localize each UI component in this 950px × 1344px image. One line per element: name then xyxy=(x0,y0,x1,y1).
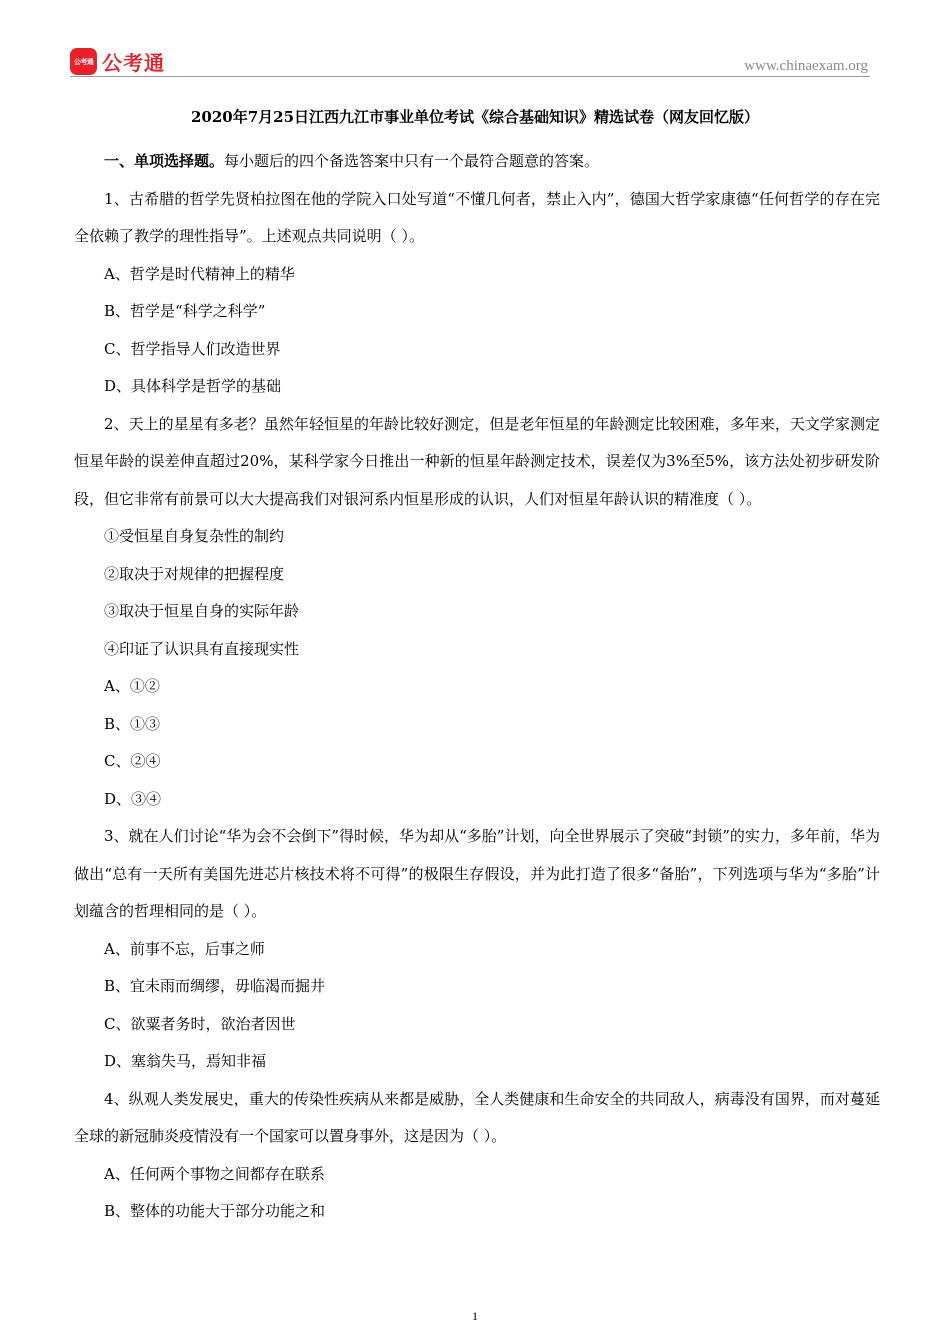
page-header xyxy=(70,44,870,78)
document-title: 2020年7月25日江西九江市事业单位考试《综合基础知识》精选试卷（网友回忆版） xyxy=(190,108,760,126)
question-option: A、哲学是时代精神上的精华 xyxy=(104,264,295,283)
question-option: C、②④ xyxy=(104,752,161,770)
question-option: D、具体科学是哲学的基础 xyxy=(104,377,282,395)
page-number: 1 xyxy=(472,1309,478,1323)
question-stem: 4、纵观人类发展史，重大的传染性疾病从来都是威胁，全人类健康和生命安全的共同敌人，病毒没有国界，而对蔓延全球的新冠肺炎疫情没有一个国家可以置身事外，这是因为（ ）。 xyxy=(74,1089,880,1145)
logo xyxy=(70,47,165,76)
question-option: D、塞翁失马，焉知非福 xyxy=(104,1052,267,1070)
site-url[interactable]: www.chinaexam.org xyxy=(744,58,868,74)
section-label: 一、单项选择题。 xyxy=(104,152,225,170)
section-instruction: 每小题后的四个备选答案中只有一个最符合题意的答案。 xyxy=(224,152,600,170)
question-statement: ④印证了认识具有直接现实性 xyxy=(104,639,300,658)
question-option: C、哲学指导人们改造世界 xyxy=(104,339,281,358)
question-option: B、①③ xyxy=(104,714,161,733)
logo-badge-icon: 公考通 xyxy=(70,48,97,75)
section-heading xyxy=(74,143,880,181)
question-stem: 1、古希腊的哲学先贤柏拉图在他的学院入口处写道“不懂几何者，禁止入内”，德国大哲学家康德“任何哲学的存在完全依赖了教学的理性指导”。上述观点共同说明（ ）。 xyxy=(74,189,880,245)
question-option: B、哲学是“科学之科学” xyxy=(104,302,266,320)
question-option: C、欲粟者务时，欲治者因世 xyxy=(104,1014,296,1033)
question-stem: 2、天上的星星有多老？虽然年轻恒星的年龄比较好测定，但是老年恒星的年龄测定比较困难，多年来，天文学家测定恒星年龄的误差伸直超过20%，某科学家今日推出一种新的恒星年龄测定技术，误差仅为3%至5%，该方法处初步研发阶段，但它非常有前景可以大大提高我们对银河系内恒星形成的认识，人们对恒星年龄认识的精准度（ ）。 xyxy=(74,414,880,508)
logo-text: 公考通 xyxy=(102,51,165,75)
question-statement: ②取决于对规律的把握程度 xyxy=(104,564,285,583)
question-option: B、宜未雨而绸缪，毋临渴而掘井 xyxy=(104,977,326,995)
question-statement: ③取决于恒星自身的实际年龄 xyxy=(104,602,300,620)
question-option: A、①② xyxy=(104,677,160,695)
document-body xyxy=(74,143,880,1231)
question-stem: 3、就在人们讨论“华为会不会倒下”得时候，华为却从“多胎”计划，向全世界展示了突破“封锁”的实力，多年前，华为做出“总有一天所有美国先进芯片核技术将不可得”的极限生存假设，并为此打造了很多“备胎”，下列选项与华为“多胎”计划蕴含的哲理相同的是（ ）。 xyxy=(74,827,880,920)
question-option: B、整体的功能大于部分功能之和 xyxy=(104,1202,326,1220)
question-option: A、前事不忘，后事之师 xyxy=(104,939,265,958)
header-divider xyxy=(70,76,870,77)
question-option: A、任何两个事物之间都存在联系 xyxy=(104,1164,325,1183)
question-option: D、③④ xyxy=(104,789,162,808)
question-statement: ①受恒星自身复杂性的制约 xyxy=(104,527,285,545)
